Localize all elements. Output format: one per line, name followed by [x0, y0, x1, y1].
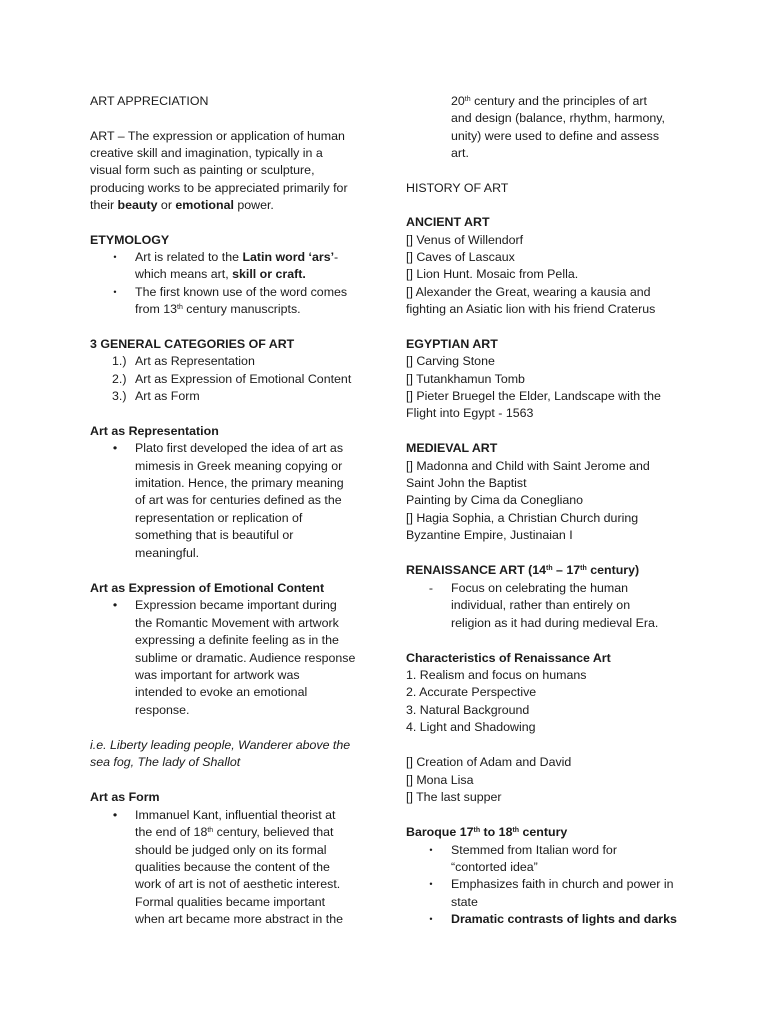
medieval-item: Saint John the Baptist: [406, 476, 527, 490]
category-item: Art as Representation: [135, 354, 255, 368]
form-line: the end of 18th century, believed that: [135, 825, 334, 839]
etymology-item: The first known use of the word comes: [135, 285, 348, 299]
form-line: work of art is not of aesthetic interest.: [135, 877, 341, 891]
characteristic-item: 1. Realism and focus on humans: [406, 668, 587, 682]
renaissance-line: religion as it had during medieval Era.: [451, 616, 659, 630]
expression-line: the Romantic Movement with artwork: [135, 616, 339, 630]
representation-line: mimesis in Greek meaning copying or: [135, 459, 343, 473]
medieval-item: [] Madonna and Child with Saint Jerome and: [406, 459, 650, 473]
ancient-item: [] Venus of Willendorf: [406, 233, 524, 247]
category-item: Art as Form: [135, 389, 200, 403]
expression-heading: Art as Expression of Emotional Content: [90, 581, 325, 595]
egyptian-heading: EGYPTIAN ART: [406, 337, 498, 351]
form-line: should be judged only on its formal: [135, 843, 327, 857]
representation-line: imitation. Hence, the primary meaning: [135, 476, 344, 490]
characteristic-item: 3. Natural Background: [406, 703, 530, 717]
ancient-item: [] Alexander the Great, wearing a kausia and: [406, 285, 651, 299]
ancient-item: [] Lion Hunt. Mosaic from Pella.: [406, 267, 579, 281]
baroque-heading: Baroque 17th to 18th century: [406, 825, 568, 839]
egyptian-item: [] Pieter Bruegel the Elder, Landscape with the: [406, 389, 661, 403]
characteristic-item: 4. Light and Shadowing: [406, 720, 536, 734]
form-line: qualities because the content of the: [135, 860, 330, 874]
continued-line: art.: [451, 146, 469, 160]
example-line: i.e. Liberty leading people, Wanderer above the: [90, 738, 351, 752]
form-line: when art became more abstract in the: [135, 912, 343, 926]
etymology-item: Art is related to the Latin word ‘ars’-: [135, 250, 339, 264]
category-number: 3.): [112, 389, 127, 403]
baroque-item: Dramatic contrasts of lights and darks: [451, 912, 677, 926]
medieval-item: Painting by Cima da Conegliano: [406, 493, 584, 507]
bullet-icon: •: [112, 808, 118, 822]
baroque-item: state: [451, 895, 478, 909]
form-line: Immanuel Kant, influential theorist at: [135, 808, 336, 822]
etymology-item: from 13th century manuscripts.: [135, 302, 301, 316]
expression-line: intended to evoke an emotional: [135, 685, 308, 699]
egyptian-item: [] Tutankhamun Tomb: [406, 372, 525, 386]
representation-heading: Art as Representation: [90, 424, 219, 438]
representation-line: something that is beautiful or: [135, 528, 294, 542]
medieval-heading: MEDIEVAL ART: [406, 441, 498, 455]
category-item: Art as Expression of Emotional Content: [135, 372, 352, 386]
bullet-icon: •: [429, 914, 433, 924]
baroque-item: “contorted idea”: [451, 860, 538, 874]
baroque-item: Stemmed from Italian word for: [451, 843, 617, 857]
representation-line: meaningful.: [135, 546, 200, 560]
expression-line: was important for artwork was: [135, 668, 300, 682]
bullet-icon: •: [429, 879, 433, 889]
baroque-item: Emphasizes faith in church and power in: [451, 877, 674, 891]
representation-line: representation or replication of: [135, 511, 303, 525]
characteristic-item: 2. Accurate Perspective: [406, 685, 537, 699]
expression-line: expressing a definite feeling as in the: [135, 633, 339, 647]
etymology-heading: ETYMOLOGY: [90, 233, 170, 247]
bullet-icon: •: [112, 598, 118, 612]
renaissance-line: individual, rather than entirely on: [451, 598, 631, 612]
art-definition-line: their beauty or emotional power.: [90, 198, 274, 212]
expression-line: sublime or dramatic. Audience response: [135, 651, 356, 665]
form-heading: Art as Form: [90, 790, 160, 804]
renaissance-work: [] Mona Lisa: [406, 773, 474, 787]
egyptian-item: [] Carving Stone: [406, 354, 495, 368]
expression-line: response.: [135, 703, 190, 717]
bullet-icon: •: [113, 287, 117, 297]
representation-line: of art was for centuries defined as the: [135, 493, 342, 507]
continued-line: 20th century and the principles of art: [451, 94, 647, 108]
category-number: 2.): [112, 372, 127, 386]
art-definition-line: creative skill and imagination, typically in a: [90, 146, 323, 160]
renaissance-heading: RENAISSANCE ART (14th – 17th century): [406, 563, 640, 577]
art-definition-line: ART – The expression or application of human: [90, 129, 345, 143]
egyptian-item: Flight into Egypt - 1563: [406, 406, 534, 420]
expression-line: Expression became important during: [135, 598, 337, 612]
form-line: Formal qualities became important: [135, 895, 326, 909]
bullet-icon: •: [113, 252, 117, 262]
bullet-icon: •: [429, 845, 433, 855]
art-definition-line: producing works to be appreciated primarily for: [90, 181, 348, 195]
medieval-item: Byzantine Empire, Justinaian I: [406, 528, 573, 542]
medieval-item: [] Hagia Sophia, a Christian Church during: [406, 511, 639, 525]
ancient-item: fighting an Asiatic lion with his friend Craterus: [406, 302, 656, 316]
categories-heading: 3 GENERAL CATEGORIES OF ART: [90, 337, 295, 351]
dash-bullet: -: [428, 581, 434, 595]
art-definition-line: visual form such as painting or sculpture,: [90, 163, 315, 177]
category-number: 1.): [112, 354, 127, 368]
history-heading: HISTORY OF ART: [406, 181, 509, 195]
etymology-item: which means art, skill or craft.: [135, 267, 306, 281]
continued-line: unity) were used to define and assess: [451, 129, 660, 143]
renaissance-work: [] Creation of Adam and David: [406, 755, 572, 769]
renaissance-line: Focus on celebrating the human: [451, 581, 629, 595]
example-line: sea fog, The lady of Shallot: [90, 755, 241, 769]
ancient-heading: ANCIENT ART: [406, 215, 490, 229]
bullet-icon: •: [112, 441, 118, 455]
characteristics-heading: Characteristics of Renaissance Art: [406, 651, 611, 665]
document-title: ART APPRECIATION: [90, 94, 209, 108]
continued-line: and design (balance, rhythm, harmony,: [451, 111, 665, 125]
representation-line: Plato first developed the idea of art as: [135, 441, 344, 455]
renaissance-work: [] The last supper: [406, 790, 502, 804]
ancient-item: [] Caves of Lascaux: [406, 250, 515, 264]
